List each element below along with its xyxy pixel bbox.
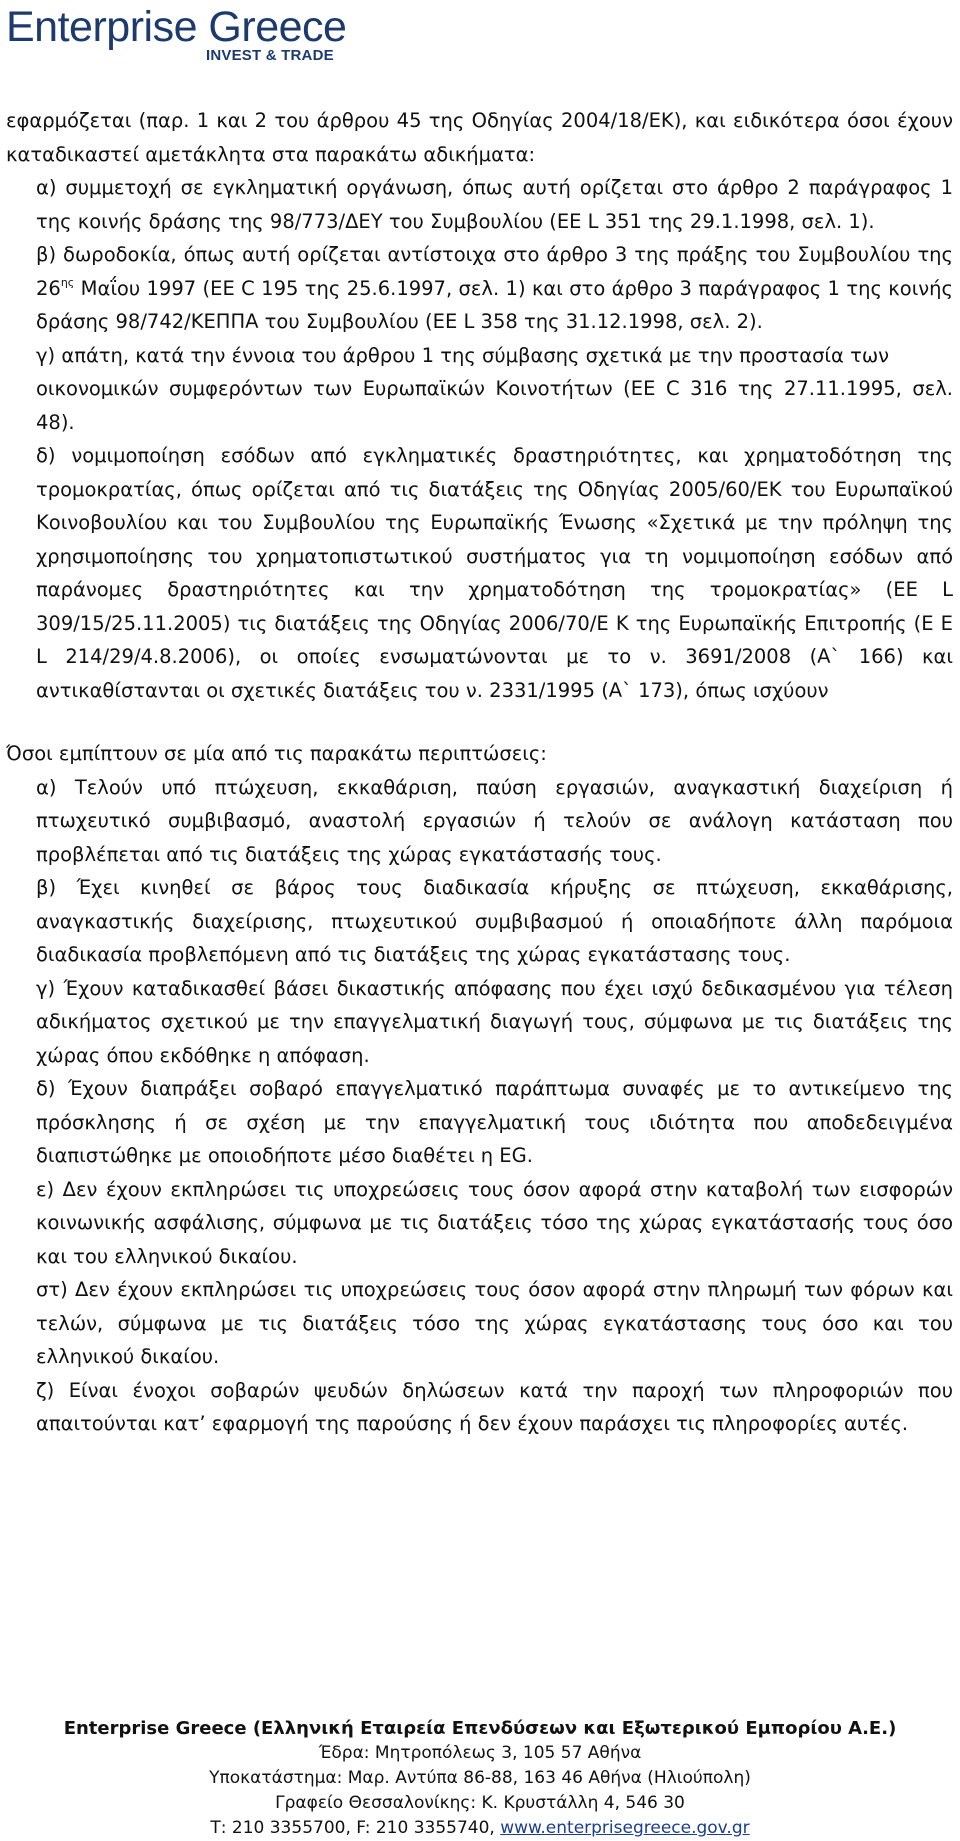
logo-subtitle: INVEST & TRADE	[206, 47, 334, 64]
crime-item-b-text: β) δωροδοκία, όπως αυτή ορίζεται αντίστοιχα στο άρθρο 3 της πράξης του Συμβουλίου της 26	[36, 243, 953, 300]
case-item-e: ε) Δεν έχουν εκπληρώσει τις υποχρεώσεις τους όσον αφορά στην καταβολή των εισφορών κοινωνικής ασφάλισης, σύμφωνα με τις διατάξεις τόσο της χώρας εγκατάστασής τους όσο και του ελληνικού δικαίου.	[36, 1177, 953, 1268]
page-footer	[0, 1716, 960, 1841]
crime-item-b-text-cont: Μαΐου 1997 (ΕΕ C 195 της 25.6.1997, σελ. 1) και στο άρθρο 3 παράγραφος 1 της κοινής δράσης 98/742/ΚΕΠΠΑ του Συμβουλίου (ΕΕ L 358 της 31.12.1998, σελ. 2).	[36, 276, 953, 333]
footer-contact	[0, 1816, 960, 1841]
enterprise-greece-logo	[6, 4, 366, 64]
document-body	[6, 104, 953, 1441]
intro-paragraph: εφαρμόζεται (παρ. 1 και 2 του άρθρου 45 της Οδηγίας 2004/18/ΕΚ), και ειδικότερα όσοι έχουν καταδικαστεί αμετάκλητα στα παρακάτω αδικήματα:	[6, 109, 953, 166]
case-item-z: ζ) Είναι ένοχοι σοβαρών ψευδών δηλώσεων κατά την παροχή των πληροφοριών που απαιτούνται κατ’ εφαρμογή της παρούσης ή δεν έχουν παράσχει τις πληροφορίες αυτές.	[36, 1378, 953, 1435]
website-link[interactable]: www.enterprisegreece.gov.gr	[500, 1818, 750, 1838]
footer-company: Enterprise Greece (Ελληνική Εταιρεία Επενδύσεων και Εξωτερικού Εμπορίου Α.Ε.)	[63, 1718, 897, 1739]
footer-thessaloniki: Γραφείο Θεσσαλονίκης: Κ. Κρυστάλλη 4, 546 30	[275, 1793, 685, 1813]
crime-item-d: δ) νομιμοποίηση εσόδων από εγκληματικές δραστηριότητες, και χρηματοδότηση της τρομοκρατίας, όπως ορίζεται από τις διατάξεις της Οδηγίας 2005/60/ΕΚ του Ευρωπαϊκού Κοινοβουλίου και του Συμβουλίου της Ευρωπαϊκής Ένωσης «Σχετικά με την πρόληψη της χρησιμοποίησης του χρηματοπιστωτικού συστήματος για τη νομιμοποίηση εσόδων από παράνομες δραστηριότητες και την χρηματοδότηση της τρομοκρατίας» (ΕΕ L 309/15/25.11.2005) τις διατάξεις της Οδηγίας 2006/70/Ε Κ της Ευρωπαϊκής Επιτροπής (Ε Ε L 214/29/4.8.2006), οι οποίες ενσωματώνονται με το ν. 3691/2008 (Α` 166) και αντικαθίστανται οι σχετικές διατάξεις του ν. 2331/1995 (Α` 173), όπως ισχύουν	[36, 444, 953, 702]
crime-item-c-line1: γ) απάτη, κατά την έννοια του άρθρου 1 της σύμβασης σχετικά με την προστασία των	[36, 343, 890, 367]
cases-intro: Όσοι εμπίπτουν σε μία από τις παρακάτω περιπτώσεις:	[6, 742, 547, 765]
crime-item-b	[6, 238, 953, 339]
footer-seat: Έδρα: Μητροπόλεως 3, 105 57 Αθήνα	[318, 1743, 642, 1763]
case-item-c: γ) Έχουν καταδικασθεί βάσει δικαστικής απόφασης που έχει ισχύ δεδικασμένου για τέλεση αδικήματος σχετικού με την επαγγελματική διαγωγή τους, σύμφωνα με τις διατάξεις της χώρας όπου εκδόθηκε η απόφαση.	[36, 976, 953, 1067]
case-item-st: στ) Δεν έχουν εκπληρώσει τις υποχρεώσεις τους όσον αφορά στην πληρωμή των φόρων και τελών, σύμφωνα με τις διατάξεις τόσο της χώρας εγκατάστασης τους όσο και του ελληνικού δικαίου.	[36, 1278, 953, 1368]
case-item-a: α) Τελούν υπό πτώχευση, εκκαθάριση, παύση εργασιών, αναγκαστική διαχείριση ή πτωχευτικό συμβιβασμό, αναστολή εργασιών ή τελούν σε ανάλογη κατάσταση που προβλέπεται από τις διατάξεις της χώρας εγκατάστασής τους.	[36, 775, 953, 866]
crime-item-a: α) συμμετοχή σε εγκληματική οργάνωση, όπως αυτή ορίζεται στο άρθρο 2 παράγραφος 1 της κοινής δράσης της 98/773/ΔΕΥ του Συμβουλίου (ΕΕ L 351 της 29.1.1998, σελ. 1).	[36, 176, 953, 233]
crime-item-c-line2: οικονομικών συμφερόντων των Ευρωπαϊκών Κοινοτήτων (ΕΕ C 316 της 27.11.1995, σελ. 48).	[36, 377, 953, 434]
case-item-d: δ) Έχουν διαπράξει σοβαρό επαγγελματικό παράπτωμα συναφές με το αντικείμενο της πρόσκλησης ή σε σχέση με την επαγγελματική τους ιδιότητα που αποδεδειγμένα διαπιστώθηκε με οποιοδήποτε μέσο διαθέτει η EG.	[36, 1077, 953, 1167]
superscript: ης	[60, 275, 75, 289]
footer-phones: Τ: 210 3355700, F: 210 3355740,	[210, 1818, 501, 1838]
logo-title: Enterprise Greece	[6, 3, 347, 51]
footer-branch: Υποκατάστημα: Μαρ. Αντύπα 86-88, 163 46 Αθήνα (Ηλιούπολη)	[209, 1768, 751, 1788]
case-item-b: β) Έχει κινηθεί σε βάρος τους διαδικασία κήρυξης σε πτώχευση, εκκαθάρισης, αναγκαστικής διαχείρισης, πτωχευτικού συμβιβασμού ή οποιαδήποτε άλλη παρόμοια διαδικασία προβλεπόμενη από τις διατάξεις της χώρας εγκατάστασης τους.	[36, 876, 953, 966]
